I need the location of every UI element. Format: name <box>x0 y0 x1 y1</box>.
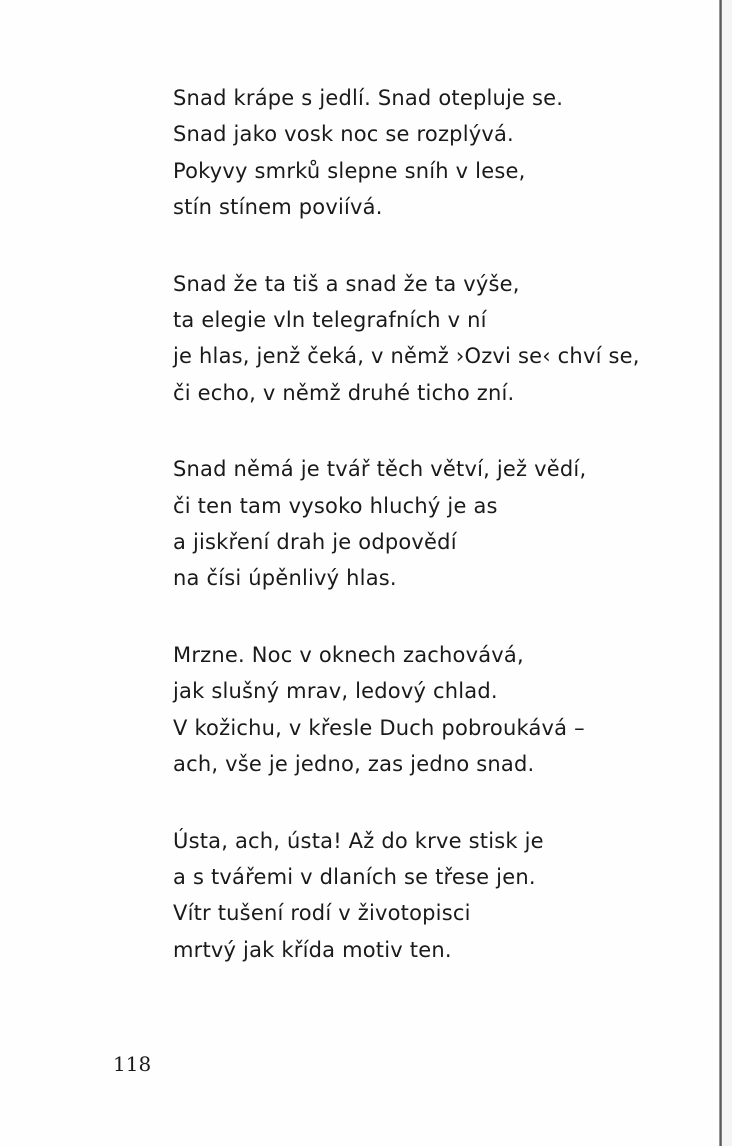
stanza-1 <box>173 80 673 226</box>
poem-line: a s tvářemi v dlaních se třese jen. <box>173 864 536 889</box>
poem-line: Snad němá je tvář těch větví, jež vědí, <box>173 457 587 482</box>
poem-line: Snad že ta tiš a snad že ta výše, <box>173 271 520 296</box>
poem-line: a jiskření drah je odpovědí <box>173 530 457 555</box>
poem-line: mrtvý jak křída motiv ten. <box>173 937 452 962</box>
page-binding-edge <box>719 0 722 1146</box>
poem-line: Snad jako vosk noc se rozplývá. <box>173 122 514 147</box>
poem-line: jak slušný mrav, ledový chlad. <box>173 679 498 704</box>
page-edge-background <box>722 0 732 1146</box>
poem-line: Snad krápe s jedlí. Snad otepluje se. <box>173 86 564 110</box>
stanza-2 <box>173 266 673 412</box>
stanza-4 <box>173 637 673 783</box>
poem-line: ach, vše je jedno, zas jedno snad. <box>173 752 535 777</box>
poem-line: je hlas, jenž čeká, v němž ›Ozvi se‹ chví se, <box>173 344 640 369</box>
poem-line: či echo, v němž druhé ticho zní. <box>173 380 515 405</box>
poem-line: stín stínem poviívá. <box>173 195 383 220</box>
poem-line: Mrzne. Noc v oknech zachovává, <box>173 642 524 667</box>
poem-line: na čísi úpěnlivý hlas. <box>173 566 397 591</box>
poem <box>173 80 673 1008</box>
stanza-3 <box>173 451 673 597</box>
poem-line: či ten tam vysoko hluchý je as <box>173 493 498 518</box>
poem-line: Ústa, ach, ústa! Až do krve stisk je <box>173 828 544 853</box>
poem-line: Vítr tušení rodí v životopisci <box>173 901 471 926</box>
poem-line: V kožichu, v křesle Duch pobroukává – <box>173 715 585 740</box>
stanza-5 <box>173 823 673 969</box>
poem-line: ta elegie vln telegrafních v ní <box>173 308 487 333</box>
poem-line: Pokyvy smrků slepne sníh v lese, <box>173 158 526 183</box>
page-number: 118 <box>113 1052 152 1076</box>
